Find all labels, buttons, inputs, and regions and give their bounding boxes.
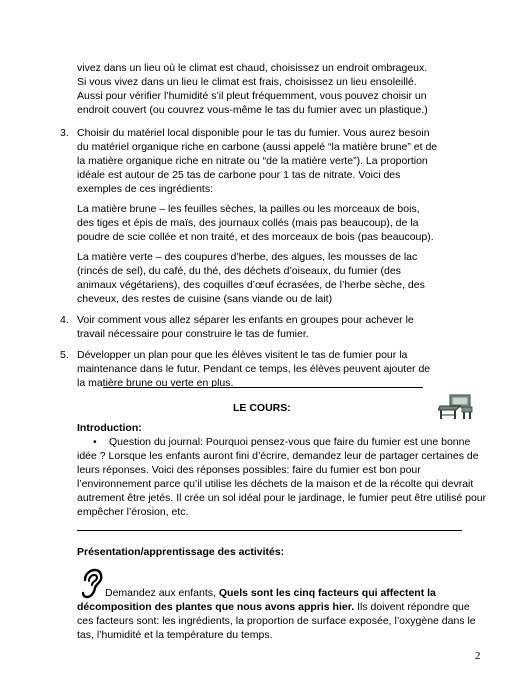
section-divider-bottom [77, 530, 462, 531]
intro-line-2: idée ? Lorsque les enfants auront fini d’écrire, demandez leur de partager certaines de [77, 450, 479, 462]
presentation-line-1 [105, 587, 436, 600]
intro-line-1: Question du journal: Pourquoi pensez-vous que faire du fumier est une bonne [109, 436, 471, 448]
item5-line-3: la matière brune ou verte en plus. [77, 377, 234, 389]
section-divider-top [103, 387, 423, 388]
intro-bullet: • [93, 436, 97, 448]
intro-line-3: leurs réponses. Voici des réponses possibles: faire du fumier est bon pour [77, 464, 421, 476]
presentation-question-2: décomposition des plantes que nous avons appris hier. [77, 601, 355, 613]
intro-line-4: l’environnement parce qu’il utilise les déchets de la maison et de la récolte qui devrait [77, 478, 474, 490]
presentation-line-3: ces facteurs sont: les ingrédients, la proportion de surface exposée, l’oxygène dans le [77, 615, 476, 627]
presentation-line-2-rest: Ils doivent répondre que [354, 601, 470, 613]
brown-matter-line-3: poudre de scie collée et non traité, et des morceaux de bois (pas beaucoup). [77, 231, 434, 243]
item2-line-4: endroit couvert (ou couvrez vous-même le tas du fumier avec un plastique.) [77, 104, 428, 116]
brown-matter-line-2: des tiges et épis de maïs, des journaux collés (mais pas beaucoup), de la [77, 217, 419, 229]
brown-matter-line-1: La matière brune – les feuilles sèches, la pailles ou les morceaux de bois, [77, 203, 420, 215]
green-matter-line-2: (rincés de sel), du café, du thé, des déchets d’oiseaux, du fumier (des [77, 265, 401, 277]
green-matter-line-3: animaux végétariens), des coquilles d’œuf écrasées, de l’herbe sèche, des [77, 279, 425, 291]
section-title-cours: LE COURS: [233, 402, 291, 414]
presentation-line-2 [77, 601, 470, 614]
ear-icon [79, 568, 103, 600]
item3-number: 3. [60, 127, 69, 139]
intro-line-6: empêcher l’érosion, etc. [77, 506, 189, 518]
item3-line-3: la matière organique riche en nitrate ou “de la matière verte”). La proportion [77, 155, 428, 167]
item4-line-2: travail nécessaire pour construire le tas de fumier. [77, 328, 309, 340]
item2-line-3: Aussi pour vérifier l’humidité s’il pleut fréquemment, vous pouvez choisir un [77, 90, 427, 102]
item5-line-2: maintenance dans le futur. Pendant ce temps, les élèves peuvent ajouter de [77, 363, 431, 375]
school-desk-icon [438, 392, 474, 420]
item3-line-1: Choisir du matériel local disponible pour le tas du fumier. Vous aurez besoin [77, 127, 430, 139]
item3-line-4: idéale est autour de 25 tas de carbone pour 1 tas de nitrate. Voici des [77, 169, 401, 181]
green-matter-line-4: cheveux, des restes de cuisine (sans viande ou de lait) [77, 293, 333, 305]
presentation-question-1: Quels sont les cinq facteurs qui affectent la [218, 587, 436, 599]
presentation-line-1-prefix: Demandez aux enfants, [105, 587, 219, 599]
presentation-line-4: tas, l’humidité et la température du temps. [77, 629, 273, 641]
item3-line-5: exemples de ces ingrédients: [77, 183, 213, 195]
page-number: 2 [475, 650, 481, 662]
item4-number: 4. [60, 314, 69, 326]
item2-line-1: vivez dans un lieu où le climat est chaud, choisissez un endroit ombrageux. [77, 62, 428, 74]
green-matter-line-1: La matière verte – des coupures d’herbe, des algues, les mousses de lac [77, 251, 418, 263]
item4-line-1: Voir comment vous allez séparer les enfants en groupes pour achever le [77, 314, 414, 326]
item5-number: 5. [60, 349, 69, 361]
item2-line-2: Si vous vivez dans un lieu le climat est frais, choisissez un lieu ensoleillé. [77, 76, 417, 88]
intro-line-5: autrement être jetés. Il crée un sol idéal pour le jardinage, le fumier peut être utilisé pour [77, 492, 487, 504]
item3-line-2: du matériel organique riche en carbone (aussi appelé “la matière brune” et de [77, 141, 438, 153]
presentation-heading: Présentation/apprentissage des activités: [77, 546, 285, 558]
item5-line-1: Développer un plan pour que les élèves visitent le tas de fumier pour la [77, 349, 408, 361]
intro-heading: Introduction: [77, 422, 142, 434]
